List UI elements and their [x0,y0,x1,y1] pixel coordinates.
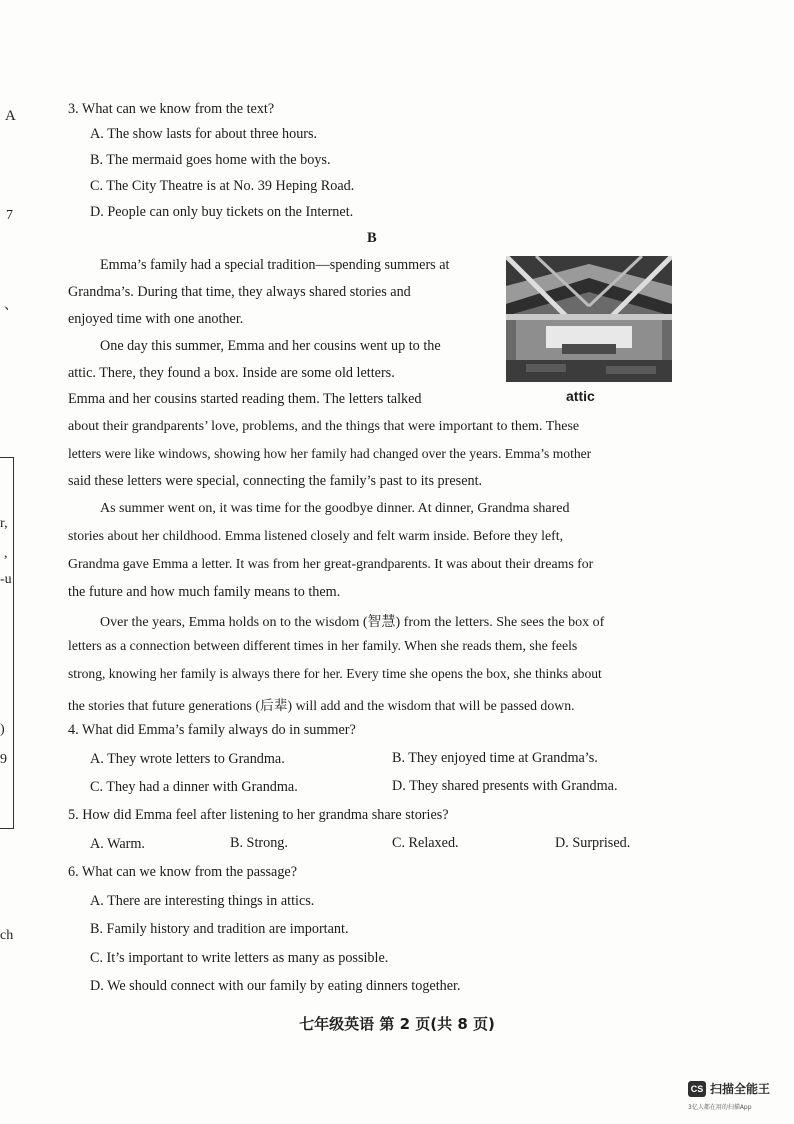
section-heading: B [367,230,377,246]
question-text: 3. What can we know from the text? [68,101,275,117]
passage-line: Over the years, Emma holds on to the wisdom (智慧) from the letters. She sees the box of [100,615,605,630]
passage-line: letters as a connection between different times in her family. When she reads them, she feels [68,638,578,653]
passage-line: Grandma gave Emma a letter. It was from her great-grandparents. It was about their dreams for [68,556,594,571]
option-c: C. It’s important to write letters as many as possible. [90,950,389,966]
passage-line: attic. There, they found a box. Inside are some old letters. [68,365,395,381]
margin-mark: -u [0,572,12,587]
option-b: B. Family history and tradition are important. [90,921,349,937]
passage-line: said these letters were special, connecting the family’s past to its present. [68,473,483,489]
option-d: D. We should connect with our family by eating dinners together. [90,978,461,994]
option-c: C. They had a dinner with Grandma. [90,779,298,795]
passage-line: Emma’s family had a special tradition—spending summers at [100,257,450,273]
margin-mark: ) [0,722,5,737]
option-b: B. The mermaid goes home with the boys. [90,152,331,168]
option-c: C. The City Theatre is at No. 39 Heping Road. [90,178,355,194]
passage-line: about their grandparents’ love, problems, and the things that were important to them. These [68,419,580,434]
passage-line: Emma and her cousins started reading them. The letters talked [68,391,422,407]
option-a: A. The show lasts for about three hours. [90,126,318,142]
margin-mark: 9 [0,752,7,767]
option-a: A. There are interesting things in attics. [90,893,315,909]
passage-line: As summer went on, it was time for the goodbye dinner. At dinner, Grandma shared [100,501,570,516]
question-text: 4. What did Emma’s family always do in summer? [68,722,356,738]
camscanner-logo-icon: CS [688,1081,706,1097]
option-d: D. Surprised. [555,835,631,851]
margin-mark: 7 [6,208,13,223]
margin-mark: A [5,108,16,124]
passage-line: Grandma’s. During that time, they always shared stories and [68,284,411,300]
margin-mark: 、 [4,298,18,313]
margin-mark: ch [0,928,14,943]
page-footer: 七年级英语 第 2 页(共 8 页) [299,1015,495,1033]
passage-line: the stories that future generations (后辈) will add and the wisdom that will be passed down. [68,698,575,713]
option-c: C. Relaxed. [392,835,459,851]
margin-mark: , [4,546,8,561]
passage-line: the future and how much family means to them. [68,584,341,600]
option-d: D. They shared presents with Grandma. [392,778,618,794]
attic-image-icon [506,256,672,382]
option-b: B. Strong. [230,835,288,851]
left-margin-frame [0,457,14,829]
passage-line: letters were like windows, showing how her family had changed over the years. Emma’s mother [68,446,592,461]
attic-photo [506,256,672,382]
option-a: A. Warm. [90,836,145,852]
scanner-watermark [688,1080,770,1097]
passage-line: stories about her childhood. Emma listened closely and felt warm inside. Before they left, [68,528,564,543]
passage-line: enjoyed time with one another. [68,311,244,327]
question-text: 5. How did Emma feel after listening to her grandma share stories? [68,807,449,823]
passage-line: strong, knowing her family is always there for her. Every time she opens the box, she thinks about [68,666,602,681]
option-a: A. They wrote letters to Grandma. [90,751,285,767]
scanner-app-name: 扫描全能王 [710,1082,771,1096]
option-d: D. People can only buy tickets on the Internet. [90,204,354,220]
passage-line: One day this summer, Emma and her cousins went up to the [100,338,441,354]
question-text: 6. What can we know from the passage? [68,864,298,880]
image-caption: attic [566,388,595,404]
margin-mark: r, [0,516,8,531]
scanner-tagline: 3亿人都在用的扫描App [688,1104,752,1111]
option-b: B. They enjoyed time at Grandma’s. [392,750,598,766]
